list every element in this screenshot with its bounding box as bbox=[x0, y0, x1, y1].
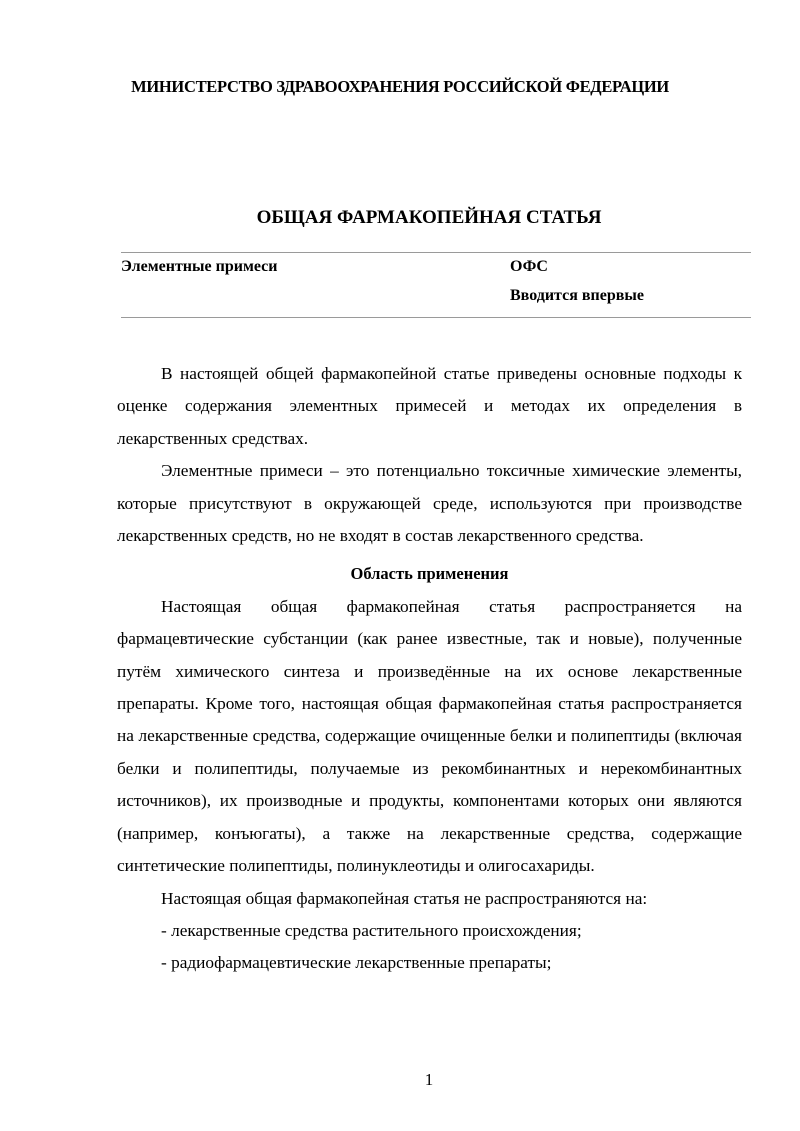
list-item: - радиофармацевтические лекарственные препараты; bbox=[161, 953, 552, 973]
list-item: - лекарственные средства растительного происхождения; bbox=[161, 920, 582, 940]
document-title: ОБЩАЯ ФАРМАКОПЕЙНАЯ СТАТЬЯ bbox=[256, 207, 602, 228]
definition-paragraph: Элементные примеси – это потенциально токсичные химические элементы, которые присутствуют в окружающей среде, используются при производстве лекарственных средств, но не входят в состав лекарственного средства. bbox=[117, 461, 742, 546]
top-divider bbox=[121, 252, 751, 253]
scope-paragraph: Настоящая общая фармакопейная статья распространяется на фармацевтические субстанции (как ранее известные, так и новые), полученные путём химического синтеза и произведённые на их основе лекарственные препараты. Кроме того, настоящая общая фармакопейная статья распространяется на лекарственные средства, содержащие очищенные белки и полипептиды (включая белки и полипептиды, получаемые из рекомбинантных и нерекомбинантных источников), их производные и продукты, компонентами которых они являются (например, конъюгаты), а также на лекарственные средства, содержащие синтетические полипептиды, полинуклеотиды и олигосахариды. bbox=[117, 596, 742, 876]
bottom-divider bbox=[121, 317, 751, 318]
ministry-heading: МИНИСТЕРСТВО ЗДРАВООХРАНЕНИЯ РОССИЙСКОЙ ФЕДЕРАЦИИ bbox=[131, 77, 669, 96]
page-number: 1 bbox=[424, 1070, 434, 1089]
article-body bbox=[117, 358, 742, 980]
section-heading: Область применения bbox=[350, 564, 509, 584]
article-name: Элементные примеси bbox=[121, 258, 278, 275]
intro-paragraph: В настоящей общей фармакопейной статье приведены основные подходы к оценке содержания элементных примесей и методах их определения в лекарственных средствах. bbox=[117, 364, 742, 448]
exclusions-paragraph: Настоящая общая фармакопейная статья не распространяются на: bbox=[161, 888, 648, 908]
article-code: ОФС bbox=[510, 258, 548, 275]
article-status: Вводится впервые bbox=[510, 287, 644, 304]
